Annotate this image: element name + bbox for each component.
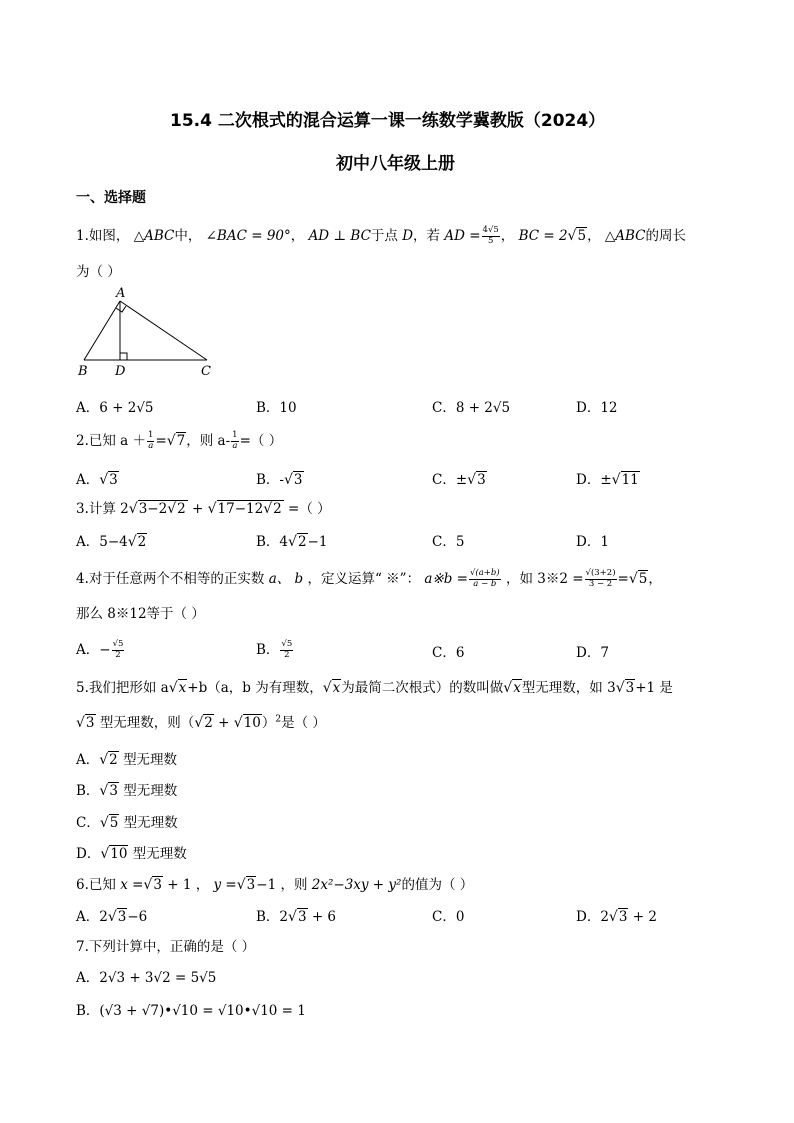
- fraction-numerator: 4√5: [482, 225, 499, 236]
- question-5-line2: [76, 711, 326, 731]
- fraction: [112, 640, 125, 661]
- radical: √11: [611, 472, 639, 488]
- radicand: 3: [625, 680, 635, 696]
- radicand: 3: [153, 877, 162, 893]
- exponent: 2: [275, 714, 282, 725]
- q1-text: 的周长: [645, 228, 686, 244]
- radicand: 11: [621, 472, 639, 488]
- q1-math: △ABC: [604, 228, 646, 244]
- label-c: C: [201, 364, 211, 379]
- radicand: 3: [85, 715, 95, 731]
- q6-text: ，: [195, 877, 210, 893]
- radical: √10: [233, 715, 261, 731]
- q5-option-b: [76, 779, 177, 799]
- question-1-stem: [76, 224, 686, 247]
- q4-text: 4.对于任意两个不相等的正实数: [76, 571, 265, 587]
- q4-math: a、 b: [268, 571, 304, 587]
- fraction-denominator: 5: [487, 236, 494, 246]
- option-prefix: B．-: [256, 472, 284, 488]
- fraction: [147, 431, 154, 452]
- fraction-numerator: √(a+b): [469, 568, 500, 579]
- q1-math: BC = 2: [518, 228, 568, 244]
- option-suffix: 型无理数: [132, 846, 187, 862]
- radical: √5: [99, 815, 119, 831]
- q1-math: AD =: [444, 228, 481, 244]
- radicand: 5: [638, 571, 648, 587]
- radical: √3: [76, 715, 95, 731]
- q4-option-a: [76, 638, 125, 661]
- q7-option-a: A．2√3 + 3√2 = 5√5: [76, 970, 217, 986]
- radical: √3: [99, 472, 118, 488]
- q2-option-c: [432, 468, 487, 488]
- radical: √3: [283, 472, 303, 488]
- radical: √2: [194, 715, 213, 731]
- q5-text: 型无理数，则（: [99, 715, 195, 731]
- operator: +: [192, 501, 204, 517]
- q3-option-c: C．5: [432, 534, 465, 550]
- q4-option-d: D．7: [576, 645, 609, 661]
- radicand: 2: [177, 501, 186, 517]
- fraction-denominator: 3 − 2: [588, 579, 613, 589]
- radical: √5: [567, 228, 587, 244]
- fraction-denominator: 2: [115, 650, 121, 660]
- radicand: 2: [273, 501, 282, 517]
- fraction: [585, 569, 617, 590]
- radical: √3: [288, 909, 307, 925]
- option-prefix: B．4: [256, 534, 289, 550]
- q1-number: 1.: [76, 228, 89, 244]
- radicand: 7: [176, 433, 186, 449]
- question-3-stem: [76, 497, 331, 517]
- fraction-denominator: a: [148, 441, 154, 451]
- q1-math: D: [402, 228, 414, 244]
- q5-text: +1 是: [635, 680, 673, 696]
- q6-option-a: [76, 905, 147, 925]
- radicand: 3: [477, 472, 486, 488]
- radicand: 2: [109, 752, 118, 768]
- radical: √3: [99, 783, 118, 799]
- radicand: 10: [110, 846, 128, 862]
- radicand: 3: [618, 909, 628, 925]
- radical: √2: [167, 501, 186, 517]
- q5-text: 是（ ）: [281, 715, 326, 731]
- option-prefix: C．±: [432, 472, 468, 488]
- radicand: 2: [204, 715, 213, 731]
- q4-text: ，如: [505, 571, 533, 587]
- option-prefix: C．: [76, 815, 100, 831]
- option-prefix: A．5−4: [76, 534, 128, 550]
- fraction-denominator: a − b: [473, 579, 497, 589]
- radical: √x: [168, 680, 187, 696]
- fraction-numerator: √(3+2): [585, 568, 616, 579]
- question-2-stem: [76, 429, 282, 452]
- q6-text: ，则: [280, 877, 308, 893]
- q1-text: 于点: [370, 228, 398, 244]
- q5-text: 为最简二次根式）的数叫做: [341, 680, 504, 696]
- option-prefix: D．: [76, 846, 101, 862]
- q2-option-b: [256, 468, 304, 488]
- q1-option-b: B．10: [256, 400, 297, 416]
- q2-text: ，则 a-: [186, 433, 231, 449]
- page-title: 15.4 二次根式的混合运算一课一练数学冀教版（2024）: [170, 111, 606, 131]
- q3-text: =（ ）: [288, 501, 331, 517]
- q2-text: =（ ）: [239, 433, 283, 449]
- radicand: 3: [117, 909, 127, 925]
- option-prefix: A．2: [76, 909, 108, 925]
- radical: √2: [127, 534, 147, 550]
- radicand: 2: [137, 534, 147, 550]
- option-prefix: A．−: [76, 642, 111, 658]
- option-prefix: D．2: [576, 909, 609, 925]
- q2-text: =: [155, 433, 167, 449]
- option-prefix: B．: [76, 783, 100, 799]
- q1-math: ∠BAC = 90°: [205, 228, 291, 244]
- right-angle-mark-a: [116, 306, 126, 312]
- radical: √2: [263, 501, 282, 517]
- q1-math: AD ⊥ BC: [308, 228, 371, 244]
- q1-text: ，若: [413, 228, 441, 244]
- q3-text: 3.计算 2: [76, 501, 129, 517]
- option-suffix: −6: [127, 909, 148, 925]
- label-d: D: [115, 364, 126, 379]
- q5-text: +b（a，b 为有理数，: [187, 680, 323, 696]
- radical: √2: [288, 534, 307, 550]
- q6-text: −1: [256, 877, 277, 893]
- q6-math: 2x²−3xy + y²: [311, 877, 402, 893]
- radical: √x: [503, 680, 521, 696]
- option-suffix: + 6: [311, 909, 337, 925]
- operator: +: [218, 715, 230, 731]
- option-prefix: D．±: [576, 472, 612, 488]
- option-suffix: + 2: [632, 909, 657, 925]
- radical: √x: [322, 680, 341, 696]
- q5-text: 型无理数，如 3: [521, 680, 616, 696]
- triangle-figure: [70, 285, 230, 380]
- q6-text: + 1: [167, 877, 192, 893]
- radicand: 10: [243, 715, 261, 731]
- option-suffix: 型无理数: [123, 752, 178, 768]
- radicand: 3−2: [138, 501, 168, 517]
- label-a: A: [116, 286, 126, 301]
- option-prefix: B．: [256, 642, 280, 658]
- q5-text: ）: [261, 715, 276, 731]
- q4-text: =: [617, 571, 629, 587]
- label-b: B: [78, 364, 88, 379]
- q6-text: 6.已知: [76, 877, 116, 893]
- fraction-numerator: 1: [148, 430, 154, 441]
- page-subtitle: 初中八年级上册: [336, 154, 455, 174]
- q4-option-b: [256, 638, 294, 661]
- radical: √2: [99, 752, 118, 768]
- radical: √3: [107, 909, 127, 925]
- radical: √3: [615, 680, 635, 696]
- radicand: 2: [297, 534, 307, 550]
- option-prefix: A．: [76, 752, 100, 768]
- q3-option-a: [76, 530, 147, 550]
- q4-text: ，定义运算“ ※”：: [307, 571, 421, 587]
- q1-option-a: A．6 + 2√5: [76, 400, 154, 416]
- fraction-denominator: a: [232, 441, 238, 451]
- q1-text: ，: [290, 228, 305, 244]
- q4-math: 3※2 =: [537, 571, 584, 587]
- radical: √3−2√2: [128, 501, 186, 517]
- radicand: 17−12: [217, 501, 264, 517]
- q2-option-d: [576, 468, 640, 488]
- option-suffix: 型无理数: [123, 815, 178, 831]
- fraction: [280, 640, 293, 661]
- radicand: 3: [297, 909, 307, 925]
- q5-option-c: [76, 811, 178, 831]
- q6-math: y =: [213, 877, 237, 893]
- q1-text: ，: [500, 228, 515, 244]
- side-ac: [120, 301, 207, 360]
- radicand: 3: [293, 472, 303, 488]
- q4-text: ，: [648, 571, 662, 587]
- question-5-line1: [76, 676, 673, 696]
- radicand: x: [513, 680, 521, 696]
- fraction: [469, 569, 501, 590]
- question-4-line2: 那么 8※12等于（ ）: [76, 606, 205, 622]
- radicand: x: [178, 680, 187, 696]
- radical: √5: [628, 571, 648, 587]
- q5-option-d: [76, 842, 187, 862]
- right-angle-mark-d: [120, 353, 127, 360]
- radical: √3: [236, 877, 256, 893]
- q6-math: x =: [120, 877, 144, 893]
- radical: √10: [100, 846, 128, 862]
- radical: √17−12√2: [207, 501, 282, 517]
- q1-text: 中，: [174, 228, 202, 244]
- fraction-denominator: 2: [284, 650, 290, 660]
- radicand: 3: [109, 472, 118, 488]
- q6-option-b: [256, 905, 336, 925]
- radical: √3: [143, 877, 162, 893]
- q2-option-a: [76, 468, 119, 488]
- question-7-stem: 7.下列计算中，正确的是（ ）: [76, 939, 256, 955]
- fraction: [231, 431, 238, 452]
- q7-option-b: B．(√3 + √7)•√10 = √10•√10 = 1: [76, 1003, 306, 1019]
- option-suffix: −1: [307, 534, 328, 550]
- q6-text: 的值为（ ）: [401, 877, 474, 893]
- q1-text: 如图，: [88, 228, 130, 244]
- side-ab: [84, 301, 120, 360]
- question-6-stem: [76, 873, 473, 893]
- q2-text: 2.已知 a ＋: [76, 433, 147, 449]
- q6-option-c: C．0: [432, 909, 465, 925]
- question-1-line2: 为（ ）: [76, 264, 121, 280]
- q5-text: 5.我们把形如 a: [76, 680, 169, 696]
- q4-math: a※b =: [424, 571, 468, 587]
- fraction: [482, 226, 500, 247]
- radical: √3: [608, 909, 628, 925]
- q5-option-a: [76, 748, 177, 768]
- radicand: 3: [109, 783, 118, 799]
- radicand: x: [332, 680, 341, 696]
- radicand: 5: [109, 815, 119, 831]
- q6-option-d: [576, 905, 657, 925]
- section-heading: 一、选择题: [76, 190, 146, 206]
- option-prefix: A．: [76, 472, 100, 488]
- q3-option-b: [256, 530, 327, 550]
- radical: √7: [166, 433, 186, 449]
- option-suffix: 型无理数: [123, 783, 178, 799]
- q1-option-c: C．8 + 2√5: [432, 400, 511, 416]
- fraction-numerator: √5: [112, 639, 124, 650]
- fraction-numerator: 1: [232, 430, 238, 441]
- radical: √3: [467, 472, 486, 488]
- q3-option-d: D．1: [576, 534, 609, 550]
- q1-math: △ABC: [133, 228, 175, 244]
- q1-text: ，: [587, 228, 601, 244]
- q1-option-d: D．12: [576, 400, 618, 416]
- q4-option-c: C．6: [432, 645, 465, 661]
- radicand: 5: [577, 228, 587, 244]
- radicand: 3: [246, 877, 256, 893]
- option-prefix: B．2: [256, 909, 289, 925]
- question-4-stem: [76, 567, 662, 590]
- fraction-numerator: √5: [281, 639, 293, 650]
